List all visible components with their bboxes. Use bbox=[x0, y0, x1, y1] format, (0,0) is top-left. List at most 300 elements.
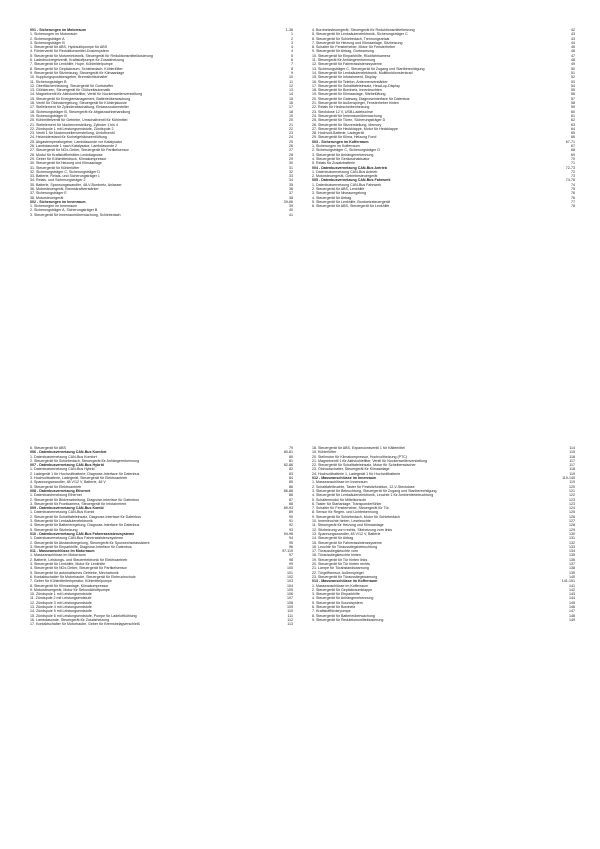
toc-entry-title: 5. Steuergerät für Lenkhilfe, Bordnetzsteuergerät bbox=[312, 199, 390, 204]
toc-entry-page: 72-73 bbox=[565, 165, 575, 170]
toc-entry-title: 009 - Datenbusvernetzung CAN-Bus Kombi bbox=[30, 506, 104, 511]
toc-entry-title: 1. Datenbusvernetzung CAN-Bus Fahrwerk bbox=[312, 182, 382, 187]
toc-entry-page: 50 bbox=[571, 66, 575, 71]
toc-entry-title: 19. Steuergerät für Klimaanlage, Sitzbelüftung bbox=[312, 92, 386, 97]
toc-entry-page: 103 bbox=[287, 579, 293, 584]
toc-entry-title: 9. Steuergerät für Reduktionsmitteldosierung bbox=[312, 617, 384, 622]
toc-entry-page: 75 bbox=[571, 186, 575, 191]
toc-entry-title: 15. Zündspule 6 mit Leistungsendstufe, Pumpe für Ladeluftkühlung bbox=[30, 613, 137, 618]
toc-entry-page: 119 bbox=[569, 480, 575, 485]
toc-entry-title: 22. Steuergerät für Schalttafeleinsatz, Motor für Scheibenwischer bbox=[312, 463, 416, 468]
toc-entry-title: 6. Kontaktschalter für Motorhaube, Steuergerät für Einbruchschutz bbox=[30, 574, 136, 579]
toc-entry-page: 37 bbox=[289, 191, 293, 196]
toc-entry-page: 31 bbox=[289, 165, 293, 170]
toc-entry-page: 79 bbox=[289, 446, 293, 450]
toc-entry-title: 3. Sicherungsträger B bbox=[30, 40, 65, 45]
toc-entry-title: 2. Steuergerät für ABS, Lenkhilfe bbox=[312, 186, 365, 191]
toc-entry-title: 3. Steuergerät für Lenkhilfe, Motor für Lenkhilfe bbox=[30, 562, 106, 567]
toc-entry-title: 22. Zündspule 1 mit Leistungsendstufe, Zündspule 2 bbox=[30, 126, 114, 131]
toc-entry-title: 14. Zündspule 5 mit Leistungsendstufe bbox=[30, 609, 92, 614]
toc-entry-title: 20. Stellmotor für Klimakompressor, Hochvoltheizung (PTC) bbox=[312, 454, 408, 459]
toc-entry-title: 5. Steuergerät für Lenksäulenelektronik, Sicherungsträger C bbox=[312, 32, 408, 37]
toc-entry-page: 24 bbox=[289, 135, 293, 140]
toc-entry-page: 19 bbox=[289, 113, 293, 118]
toc-entry-page: 97-119 bbox=[282, 549, 293, 554]
toc-entry-title: 4. Steuergerät für Lenksäulenelektronik, Leuchte 1 für Ambientebeleuchtung bbox=[312, 493, 434, 498]
toc-entry-title: 1. Datenbusvernetzung CAN-Bus Hybrid bbox=[30, 467, 95, 472]
toc-entry-page: 60 bbox=[571, 109, 575, 114]
toc-entry-title: 11. Zündspule 2 mit Leistungsendstufe bbox=[30, 596, 92, 601]
toc-entry-page: 22 bbox=[289, 126, 293, 131]
toc-column-right bbox=[312, 28, 575, 432]
toc-entry-title: 18. Sicherungsträger B, Steuergerät für Abgasnachbehandlung bbox=[30, 109, 131, 114]
toc-entry-page: 17 bbox=[289, 105, 293, 110]
toc-entry-page: 1 bbox=[291, 32, 293, 37]
toc-entry-title: 7. Kraftstoffförderpumpe bbox=[312, 609, 351, 614]
toc-entry-page: 111 bbox=[287, 613, 293, 618]
toc-entry-page: 108 bbox=[287, 600, 293, 605]
toc-entry-page: 86 bbox=[289, 484, 293, 489]
toc-entry-page: 135 bbox=[569, 553, 575, 558]
toc-entry-page: 10 bbox=[289, 75, 293, 80]
toc-entry-page: 123 bbox=[569, 497, 575, 502]
toc-entry-title: 3. Steuergerät für Beleuchtung, Steuergerät für Zugang und Startberechtigung bbox=[312, 488, 437, 493]
toc-entry-title: 34. Relais- und Sicherungsträger 2 bbox=[30, 178, 86, 183]
toc-entry-title: 3. Steuergerät für Lenksäulenelektronik bbox=[30, 519, 93, 524]
toc-entry-page: 38 bbox=[289, 195, 293, 200]
toc-entry-page: 145 bbox=[569, 600, 575, 605]
toc-entry-title: 21. Stellelement für Nockenverstellung, Zylinder 1 bis 4 bbox=[30, 122, 118, 127]
toc-entry-page: 30 bbox=[289, 161, 293, 166]
toc-entry-page: 56 bbox=[571, 92, 575, 97]
toc-entry-page: 147 bbox=[569, 609, 575, 614]
toc-entry-page: 47 bbox=[571, 53, 575, 58]
toc-entry-page: 45 bbox=[571, 45, 575, 50]
toc-entry-page: 68 bbox=[571, 148, 575, 153]
toc-entry-page: 110 bbox=[287, 609, 293, 614]
toc-entry-title: 11. Steuergerät für Anhängererkennung bbox=[312, 58, 376, 63]
toc-entry-page: 94 bbox=[289, 536, 293, 541]
toc-entry-title: 3. Steuergerät für Innenraumüberwachung, Schiebedach bbox=[30, 212, 121, 217]
toc-entry-page: 98 bbox=[289, 557, 293, 562]
toc-entry-page: 4 bbox=[291, 45, 293, 50]
toc-entry-title: 2. Steuergerät für Schiebedach, Steuergerät für Anhängererkennung bbox=[30, 458, 140, 463]
toc-entry-page: 20 bbox=[289, 118, 293, 123]
toc-entry-page: 12 bbox=[289, 83, 293, 88]
toc-entry-page: 69 bbox=[571, 152, 575, 157]
toc-entry-title: 002 - Sicherungen im Innenraum bbox=[30, 199, 86, 204]
toc-entry-page: 131 bbox=[569, 536, 575, 541]
toc-entry-page: 73 bbox=[571, 174, 575, 179]
toc-entry-title: 10. Zündspule 1 mit Leistungsendstufe bbox=[30, 592, 92, 597]
toc-entry-page: 51 bbox=[571, 70, 575, 75]
toc-entry-page: 6 bbox=[291, 58, 293, 63]
toc-entry-page: 59 bbox=[571, 105, 575, 110]
toc-entry-page: 23 bbox=[289, 131, 293, 136]
toc-entry-page: 137 bbox=[569, 562, 575, 567]
toc-block-bottom bbox=[30, 446, 575, 832]
toc-entry-page: 144 bbox=[569, 596, 575, 601]
toc-entry-page: 44 bbox=[571, 40, 575, 45]
toc-entry-title: 1. Masseanschlüsse im Kofferraum bbox=[312, 583, 369, 588]
toc-entry-page: 33 bbox=[289, 174, 293, 179]
toc-entry-title: 5. Steuergerät für automatisches Getriebe, Mechatronik bbox=[30, 570, 119, 575]
toc-entry-title: 10. Kupplungspositionsgeber, Bremslichtschalter bbox=[30, 75, 108, 80]
toc-entry-title: 3. Steuergerät für Niveauregelung bbox=[312, 191, 367, 196]
toc-entry-title: 38. Motorsteuergerät bbox=[30, 195, 64, 200]
toc-entry-title: 22. Türgriffsensor, Außenspiegel bbox=[312, 570, 364, 575]
toc-entry-page: 86 bbox=[289, 493, 293, 498]
toc-entry-page: 40 bbox=[289, 208, 293, 213]
toc-entry-title: 7. Geber für Kühlmitteltemperatur, Kühlmittelpumpe bbox=[30, 579, 112, 584]
toc-entry-title: 7. Steuergerät für Heizung und Klimaanlage, Sitzheizung bbox=[312, 40, 403, 45]
toc-entry-page: 76 bbox=[571, 195, 575, 200]
toc-entry-page: 16 bbox=[289, 101, 293, 106]
toc-entry-title: 4. Steuergerät für Batterieregelung, Diagnose-Interface für Datenbus bbox=[30, 523, 140, 528]
toc-entry-page: 42 bbox=[571, 28, 575, 32]
toc-entry-title: 8. Schalter für Fensterheber, Motor für Fensterheber bbox=[312, 45, 396, 50]
toc-entry-page: 148 bbox=[569, 613, 575, 618]
toc-entry-page: 29 bbox=[289, 156, 293, 161]
toc-entry-page: 74-76 bbox=[565, 178, 575, 183]
toc-entry-page: 113 bbox=[287, 622, 293, 627]
toc-entry-title: 6. Ladedruckregelventil, Kraftstoffpumpe für Zusatzheizung bbox=[30, 58, 125, 63]
toc-entry-title: 1. Datenbusvernetzung CAN-Bus Kombi bbox=[30, 510, 95, 515]
toc-entry-title: 013 - Masseanschlüsse im Kofferraum bbox=[312, 579, 378, 584]
toc-entry-title: 31. Steuergerät für Kühlerlüfter bbox=[30, 165, 80, 170]
toc-entry-title: 5. Steuergerät für Soundsystem bbox=[312, 600, 363, 605]
toc-entry-title: 3. Steuergerät für Einparkhilfe, Diagnose-Interface für Datenbus bbox=[30, 544, 132, 549]
toc-entry-title: 001 - Sicherungen im Motorraum bbox=[30, 28, 86, 32]
toc-entry-title: 8. Sensor für Regen- und Lichterkennung bbox=[312, 510, 378, 515]
toc-entry-page: 18 bbox=[289, 109, 293, 114]
toc-entry-title: 16. Ventil für Öldruckregelung, Steuergerät für Kühlerjalousie bbox=[30, 101, 127, 106]
toc-entry-title: 1. Datenbusvernetzung Ethernet bbox=[30, 493, 82, 498]
toc-entry-title: 17. Steuergerät für Schalttafeleinsatz, Head-up-Display bbox=[312, 83, 400, 88]
toc-entry-title: 005 - Datenbusvernetzung CAN-Bus Fahrwerk bbox=[312, 178, 391, 183]
toc-entry-page: 21 bbox=[289, 122, 293, 127]
toc-entry-title: 8. Steuergerät für Klimaanlage, Klimakompressor bbox=[30, 583, 109, 588]
toc-entry-title: 23. Steuergerät für Türausstiegswarnung bbox=[312, 574, 378, 579]
toc-entry-page: 117 bbox=[569, 458, 575, 463]
toc-entry-title: 27. Steuergerät für NOx-Geber, Steuergerät für Partikelsensor bbox=[30, 148, 129, 153]
toc-entry-title: 7. Schalter für Fensterheber, Steuergerät für Tür bbox=[312, 506, 389, 511]
toc-entry-title: 23. Ventil 1 für Nockenwellenverstellung, Umluftventil bbox=[30, 131, 115, 136]
toc-entry-page: 46 bbox=[571, 49, 575, 54]
toc-entry-page: 97 bbox=[289, 553, 293, 558]
toc-entry-title: 25. Abgastemperaturgeber, Lambdasonde vor Katalysator bbox=[30, 139, 123, 144]
toc-entry-title: 5. Steuergerät für Elektroantrieb bbox=[30, 484, 82, 489]
toc-entry-page: 101 bbox=[287, 570, 293, 575]
toc-entry-title: 6. Steuergerät für Schiebedach, Trennungsrelais bbox=[312, 36, 390, 41]
toc-entry-title: 27. Steuergerät für Heckklappe, Motor für Heckklappe bbox=[312, 126, 398, 131]
toc-entry-page: 57 bbox=[571, 96, 575, 101]
toc-entry-title: 15. Steuergerät für Infotainment, Display bbox=[312, 75, 377, 80]
toc-entry-title: 2. Motorsteuergerät, Getriebesteuergerät bbox=[312, 174, 378, 179]
toc-entry-title: 16. Steuergerät für Telefon, Antennenverstärker bbox=[312, 79, 388, 84]
toc-entry-page: 58 bbox=[571, 101, 575, 106]
toc-entry-title: 2. Steuergerät für Gepäckraumklappe bbox=[312, 587, 373, 592]
toc-entry-page: 143 bbox=[569, 592, 575, 597]
toc-entry-page: 32 bbox=[289, 169, 293, 174]
toc-block-top bbox=[30, 28, 575, 432]
toc-entry-title: 3. Hochvoltbatterie, Ladegerät, Steuergerät für Elektroantrieb bbox=[30, 476, 128, 481]
toc-entry-title: 5. Relais für Zusatzbatterie bbox=[312, 161, 355, 166]
toc-entry-title: 29. Steuergerät für Klima, Heizung Fond bbox=[312, 135, 377, 140]
toc-entry-page: 100 bbox=[287, 566, 293, 571]
toc-entry bbox=[312, 618, 575, 622]
toc-entry-page: 96 bbox=[289, 544, 293, 549]
toc-entry-title: 7. Steuergerät für Lenkhilfe, Hupe, Kühlmittelpumpe bbox=[30, 62, 113, 67]
toc-entry-title: 1. Datenbusvernetzung CAN-Bus Fahrerassistenzsysteme bbox=[30, 536, 124, 541]
toc-entry-page: 65 bbox=[571, 131, 575, 136]
toc-entry-page: 15 bbox=[289, 96, 293, 101]
toc-entry-title: 004 - Datenbusvernetzung CAN-Bus Antrieb bbox=[312, 165, 387, 170]
toc-entry-page: 90 bbox=[289, 514, 293, 519]
toc-entry-page: 84 bbox=[289, 476, 293, 481]
toc-entry-page: 13 bbox=[289, 88, 293, 93]
toc-entry-page: 106 bbox=[287, 592, 293, 597]
toc-entry-page: 53 bbox=[571, 79, 575, 84]
toc-entry-page: 124 bbox=[569, 506, 575, 511]
toc-entry-title: 011 - Masseanschlüsse im Motorraum bbox=[30, 549, 95, 554]
toc-entry-page: 141-151 bbox=[561, 579, 575, 584]
toc-entry-page: 92 bbox=[289, 523, 293, 528]
toc-entry-page: 107 bbox=[287, 596, 293, 601]
toc-entry-title: 14. Steuergerät für Airbag bbox=[312, 536, 354, 541]
toc-entry-page: 117 bbox=[569, 463, 575, 468]
toc-entry-page: 129 bbox=[569, 527, 575, 532]
toc-entry-page: 39 bbox=[289, 204, 293, 209]
toc-entry-page: 89 bbox=[289, 510, 293, 515]
toc-entry-page: 74 bbox=[571, 182, 575, 187]
toc-entry-title: 006 - Datenbusvernetzung CAN-Bus Komfort bbox=[30, 450, 107, 455]
toc-entry-title: 17. Stellelement für Zylinderabschaltung, Einlassnockensteller bbox=[30, 105, 129, 110]
toc-entry-title: 10. Innenleuchte hinten, Leseleuchte bbox=[312, 519, 371, 524]
toc-entry-page: 76 bbox=[571, 191, 575, 196]
toc-entry-page: 63 bbox=[571, 122, 575, 127]
toc-entry-page: 112 bbox=[287, 617, 293, 622]
toc-entry-page: 8 bbox=[291, 66, 293, 71]
toc-entry-title: 1. Masseanschlüsse im Innenraum bbox=[312, 480, 368, 485]
toc-entry-title: 9. Steuergerät für Airbag, Gurtwarnung bbox=[312, 49, 374, 54]
toc-entry-page: 133 bbox=[569, 544, 575, 549]
toc-column-right bbox=[312, 446, 575, 832]
toc-entry-title: 21. Lampe für Türabstandswarnung bbox=[312, 566, 369, 571]
toc-entry-page: 141 bbox=[569, 583, 575, 588]
toc-entry-page: 87 bbox=[289, 497, 293, 502]
toc-entry-page: 134 bbox=[569, 549, 575, 554]
toc-entry-title: 14. Magnetventil für Aktivkohlefilter, Ventil für Nockenwellenverstellung bbox=[30, 92, 143, 97]
toc-entry-page: 93 bbox=[289, 527, 293, 532]
toc-entry-page: 121 bbox=[569, 488, 575, 493]
toc-entry-title: 21. Magnetventil 1 für Aktivkohlefilter, Ventil für Nockenwellenverstellung bbox=[312, 458, 428, 463]
toc-column-left bbox=[30, 446, 293, 832]
toc-entry-title: 15. Steuergerät für Energiemanagement, Batterieüberwachung bbox=[30, 96, 131, 101]
toc-entry-title: 24. Steuergerät für Innenraumüberwachung bbox=[312, 113, 382, 118]
toc-entry-title: 12. Zündspule 3 mit Leistungsendstufe bbox=[30, 600, 92, 605]
toc-entry bbox=[30, 622, 293, 626]
toc-entry-page: 140 bbox=[569, 574, 575, 579]
toc-entry-title: 4. Steuergerät für Airbag bbox=[312, 195, 352, 200]
toc-entry-title: 2. Ladegerät 1 für Hochvoltbatterie, Diagnose-Interface für Datenbus bbox=[30, 471, 140, 476]
toc-entry-title: 24. Hochvoltbatterie 1, Ladegerät 1 für Hochvoltbatterie bbox=[312, 471, 401, 476]
toc-entry-title: 2. Sicherungsträger C, Sicherungsträger D bbox=[312, 148, 380, 153]
toc-entry-title: 6. Steuergerät für Bordnetz bbox=[312, 604, 356, 609]
toc-entry-page: 80 bbox=[289, 454, 293, 459]
toc-entry-page: 25 bbox=[289, 139, 293, 144]
toc-entry-title: 30. Steuergerät für Heizung und Klimaanlage bbox=[30, 161, 102, 166]
toc-entry-title: 2. Schalttafelleuchte, Taster für Festsitzfunktion, 12-V-Steckdose bbox=[312, 484, 415, 489]
toc-entry-title: 18. Steuergerät für ABS, Expansionsventil 1 für Kältemittel bbox=[312, 446, 405, 450]
toc-entry-title: 2. Batterie, Leistungs- und Steuerelektronik für Elektroantrieb bbox=[30, 557, 128, 562]
toc-entry-title: 2. Sicherungsträger A, Sicherungsträger B bbox=[30, 208, 98, 213]
toc-entry-page: 39-66 bbox=[283, 199, 293, 204]
toc-entry-page: 5 bbox=[291, 53, 293, 58]
toc-entry-page: 27 bbox=[289, 148, 293, 153]
toc-entry-page: 119 bbox=[569, 471, 575, 476]
toc-entry-page: 142 bbox=[569, 587, 575, 592]
toc-entry-page: 149 bbox=[569, 617, 575, 622]
toc-entry-page: 14 bbox=[289, 92, 293, 97]
toc-entry-page: 26 bbox=[289, 144, 293, 149]
toc-entry-title: 012 - Masseanschlüsse im Innenraum bbox=[312, 476, 377, 481]
toc-entry-page: 11 bbox=[289, 79, 293, 84]
toc-entry-page: 77 bbox=[571, 199, 575, 204]
toc-entry bbox=[312, 204, 575, 208]
toc-entry-page: 67-71 bbox=[565, 139, 575, 144]
toc-entry-title: 4. Spannungswandler, 48 V/12 V, Batterie, 48 V bbox=[30, 480, 106, 485]
toc-entry-page: 81 bbox=[289, 458, 293, 463]
toc-entry-page: 88 bbox=[289, 501, 293, 506]
toc-entry-title: 3. Steuergerät für Anhängererkennung bbox=[312, 152, 374, 157]
toc-entry-page: 123 bbox=[569, 501, 575, 506]
toc-entry-page: 34 bbox=[289, 178, 293, 183]
toc-entry-title: 1. Steuergerät für ABS, Hydraulikpumpe für ABS bbox=[30, 45, 108, 50]
toc-entry-page: 41 bbox=[289, 212, 293, 217]
toc-entry-title: 12. Sitzheizung vorn rechts, Sitzheizung vorn links bbox=[312, 527, 393, 532]
toc-entry-title: 3. Steuergerät für Einparkhilfe bbox=[312, 592, 360, 597]
toc-entry-page: 146 bbox=[569, 604, 575, 609]
toc-entry-title: 1. Sicherungen im Innenraum bbox=[30, 204, 78, 209]
toc-entry-page: 104 bbox=[287, 583, 293, 588]
toc-entry-title: 11. Sicherungsträger B bbox=[30, 79, 67, 84]
toc-entry-title: 26. Steuergerät für Sitzverstellung, Memory bbox=[312, 122, 382, 127]
toc-entry-title: 13. Glühkerzen, Steuergerät für Glühzeitautomatik bbox=[30, 88, 111, 93]
toc-entry-title: 1. Sicherungen im Kofferraum bbox=[312, 144, 360, 149]
toc-entry-title: 1. Datenbusvernetzung CAN-Bus Komfort bbox=[30, 454, 97, 459]
toc-entry-page: 132 bbox=[569, 540, 575, 545]
toc-entry-title: 17. Türausstiegsleuchte vorn bbox=[312, 549, 359, 554]
toc-entry-page: 61 bbox=[571, 113, 575, 118]
toc-entry-title: 19. Sicherungsträger B bbox=[30, 113, 67, 118]
toc-entry-title: 11. Steuergerät für Heizung und Klimaanlage bbox=[312, 523, 384, 528]
toc-entry-title: 5. Schaltermodul für Mittelkonsole bbox=[312, 497, 367, 502]
toc-entry-page: 54 bbox=[571, 83, 575, 88]
toc-entry-title: 9. Motorsteuergerät, Motor für Sekundärluftpumpe bbox=[30, 587, 110, 592]
toc-entry-page: 3 bbox=[291, 40, 293, 45]
toc-entry-title: 4. Steuergerät für Anhängererkennung bbox=[312, 596, 374, 601]
toc-entry-title: 4. Steuergerät für Geräuschaktuator bbox=[312, 156, 370, 161]
toc-entry-title: 29. Geber für Kühlmitteldruck, Klimakompressor bbox=[30, 156, 107, 161]
toc-entry-title: 2. Steuergerät für Abstandsregelung, Steuergerät für Spurwechselassistent bbox=[30, 540, 150, 545]
toc-entry-title: 5. Steuergerät für Sitzheizung bbox=[30, 527, 78, 532]
toc-entry-page: 138 bbox=[569, 566, 575, 571]
toc-entry-title: 2. Sicherungsträger A bbox=[30, 36, 65, 41]
toc-entry-title: 12. Oberflächenheizung, Steuergerät für Gurtstraffer bbox=[30, 83, 114, 88]
toc-entry-title: 3. Steuergerät für Frontkamera, Steuergerät für Infotainment bbox=[30, 501, 127, 506]
toc-entry-page: 70 bbox=[571, 156, 575, 161]
toc-entry-title: 9. Steuergerät für Schiebedach, Motor für Schiebedach bbox=[312, 514, 400, 519]
toc-entry-title: 14. Steuergerät für Lenksäulenelektronik, Multifunktionslenkrad bbox=[312, 70, 413, 75]
toc-entry-title: 6. Taster für Startanlage, Transponderfühler bbox=[312, 501, 382, 506]
toc-entry-title: 15. Steuergerät für Fahrerassistenzsysteme bbox=[312, 540, 382, 545]
toc-entry-title: 12. Steuergerät für Fahrerassistenzsysteme bbox=[312, 62, 382, 67]
toc-entry-title: 20. Kühlmittelventil für Getriebe, Umschaltventil für Kühlmittel bbox=[30, 118, 128, 123]
toc-entry-title: 18. Türausstiegsleuchte hinten bbox=[312, 553, 361, 558]
toc-entry-page: 89-93 bbox=[283, 506, 293, 511]
toc-entry-page: 64 bbox=[571, 126, 575, 131]
toc-entry-title: 007 - Datenbusvernetzung CAN-Bus Hybrid bbox=[30, 463, 104, 468]
toc-entry-page: 83 bbox=[289, 471, 293, 476]
toc-entry-title: 23. Steckdose 12 V, USB-Ladebuchse bbox=[312, 109, 374, 114]
toc-entry-page: 118 bbox=[569, 467, 575, 472]
toc-entry-page: 127 bbox=[569, 519, 575, 524]
toc-entry-page: 9 bbox=[291, 70, 293, 75]
toc-entry-page: 114 bbox=[569, 446, 575, 450]
toc-entry-title: 5. Steuergerät für Motorelektronik, Steuergerät für Reduktionsmitteldosierung bbox=[30, 53, 153, 58]
toc-entry-page: 91 bbox=[289, 519, 293, 524]
toc-entry-page: 105 bbox=[287, 587, 293, 592]
toc-column-left bbox=[30, 28, 293, 432]
toc-entry-title: 9. Steuergerät für Sitzheizung, Steuergerät für Klimaanlage bbox=[30, 70, 125, 75]
toc-entry-title: 28. Modul für Kraftstoffbehälter-Leckdiagnose bbox=[30, 152, 103, 157]
toc-entry-page: 120 bbox=[569, 484, 575, 489]
toc-entry-title: 10. Steuergerät für Einparkhilfe, Rückfahrkamera bbox=[312, 53, 391, 58]
toc-entry-title: 1. Masseanschlüsse im Motorraum bbox=[30, 553, 86, 558]
toc-entry-page: 43 bbox=[571, 36, 575, 41]
toc-entry-title: 36. Motorsteuergerät, Bremskraftverstärker bbox=[30, 186, 99, 191]
toc-entry-title: 17. Kontaktschalter für Motorhaube, Geber für Bremsbelagverschleiß bbox=[30, 622, 140, 627]
toc-entry-page: 1-36 bbox=[285, 28, 293, 32]
toc-entry-title: 2. Steuergerät für Schalttafeleinsatz, Diagnose-Interface für Datenbus bbox=[30, 514, 142, 519]
toc-entry-title: 28. Hochvolt-Batterie, Ladegerät bbox=[312, 131, 364, 136]
toc-entry-page: 2 bbox=[291, 36, 293, 41]
toc-entry-page: 109 bbox=[287, 604, 293, 609]
toc-entry-page: 7 bbox=[291, 62, 293, 67]
toc-entry-title: 4. Steuergerät für NOx-Geber, Steuergerät für Partikelsensor bbox=[30, 566, 127, 571]
toc-entry-title: 8. Steuergerät für Batterieüberwachung bbox=[312, 613, 375, 618]
toc-entry-page: 130 bbox=[569, 531, 575, 536]
toc-entry-page: 82-86 bbox=[283, 463, 293, 468]
toc-entry-page: 52 bbox=[571, 75, 575, 80]
toc-entry-title: 003 - Sicherungen im Kofferraum bbox=[312, 139, 369, 144]
toc-entry-page: 94-96 bbox=[283, 531, 293, 536]
toc-entry-title: 26. Lambdasonde 1 nach Katalysator, Lambdasonde 2 bbox=[30, 144, 118, 149]
toc-entry-page: 139 bbox=[569, 570, 575, 575]
toc-entry-page: 85 bbox=[289, 480, 293, 485]
toc-entry-title: 35. Batterie, Spannungswandler, 48-V-Bordnetz, Anlasser bbox=[30, 182, 122, 187]
toc-entry-page: 119-140 bbox=[562, 476, 575, 481]
toc-entry-title: 37. Sicherungsträger E bbox=[30, 191, 67, 196]
toc-entry-page: 28 bbox=[289, 152, 293, 157]
toc-entry-page: 62 bbox=[571, 118, 575, 123]
toc-entry-title: 6. Steuergerät für ABS bbox=[30, 446, 66, 450]
toc-entry-title: 19. Steuergerät für Tür hinten links bbox=[312, 557, 368, 562]
toc-entry-page: 99 bbox=[289, 562, 293, 567]
toc-entry-page: 126 bbox=[569, 514, 575, 519]
toc-entry-page: 122 bbox=[569, 493, 575, 498]
